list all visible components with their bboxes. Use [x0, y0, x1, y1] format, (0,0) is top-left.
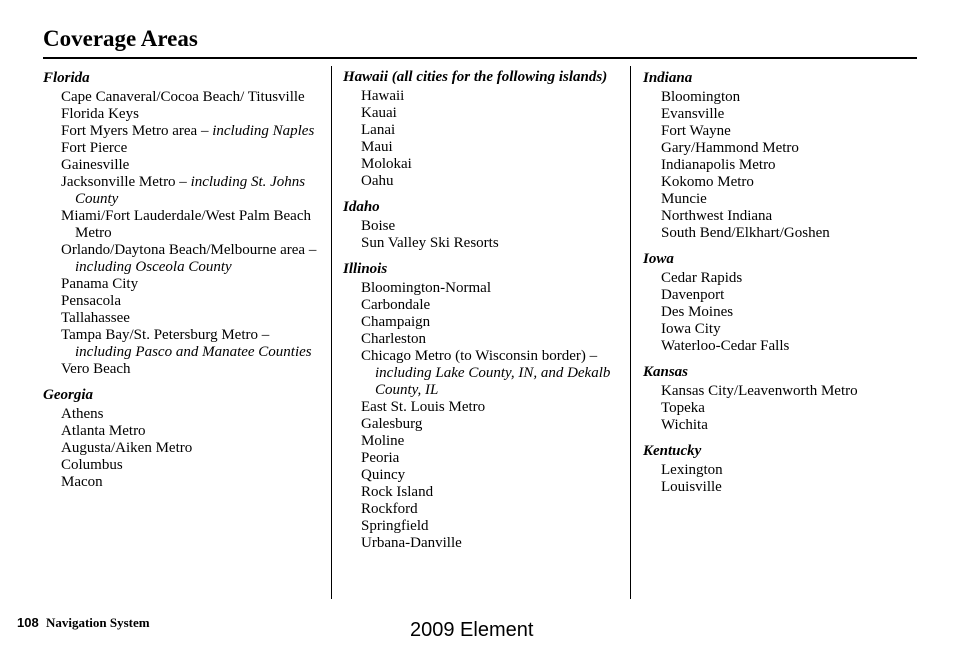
city-item	[43, 327, 323, 361]
city-item	[343, 235, 623, 252]
title-rule	[43, 57, 917, 59]
city-note: including Osceola County	[75, 259, 232, 275]
city-name: Louisville	[661, 479, 722, 495]
city-item	[43, 293, 323, 310]
watermark: 2009 Element	[410, 619, 534, 641]
city-list	[343, 218, 623, 252]
state-heading: Kansas	[643, 364, 689, 380]
city-name: Lanai	[361, 122, 396, 138]
city-item	[343, 156, 623, 173]
city-item	[643, 270, 923, 287]
city-name: Wichita	[661, 417, 708, 433]
city-name: Moline	[361, 433, 405, 449]
city-name: Miami/Fort Lauderdale/West Palm Beach Metro	[61, 208, 311, 241]
city-list	[643, 462, 923, 496]
city-list	[643, 89, 923, 242]
city-name: Davenport	[661, 287, 725, 303]
column-divider-1	[331, 66, 332, 599]
city-name: Jacksonville Metro –	[61, 174, 191, 190]
city-item	[43, 157, 323, 174]
city-name: Bloomington	[661, 89, 741, 105]
city-name: Augusta/Aiken Metro	[61, 440, 193, 456]
page-title: Coverage Areas	[43, 26, 198, 51]
city-item	[43, 406, 323, 423]
city-item	[643, 208, 923, 225]
city-name: Columbus	[61, 457, 123, 473]
city-name: Iowa City	[661, 321, 721, 337]
city-name: Chicago Metro (to Wisconsin border)	[361, 348, 590, 364]
city-name: Oahu	[361, 173, 394, 189]
city-item	[643, 123, 923, 140]
city-item	[643, 191, 923, 208]
city-item	[343, 433, 623, 450]
state-heading: Florida	[43, 70, 90, 86]
city-item	[43, 123, 323, 140]
city-name: Fort Wayne	[661, 123, 731, 139]
page-footer	[17, 615, 150, 631]
state-heading: Indiana	[643, 70, 693, 86]
city-item	[643, 174, 923, 191]
coverage-column-2	[343, 67, 623, 552]
city-name: Orlando/Daytona Beach/Melbourne area –	[61, 242, 317, 258]
city-list	[343, 88, 623, 190]
city-item	[43, 440, 323, 457]
city-list	[343, 280, 623, 552]
page-number: 108	[17, 615, 39, 630]
city-name: Rockford	[361, 501, 418, 517]
city-item	[43, 457, 323, 474]
city-item	[43, 423, 323, 440]
city-name: Florida Keys	[61, 106, 139, 122]
city-name: Indianapolis Metro	[661, 157, 776, 173]
city-item	[643, 304, 923, 321]
city-list	[43, 89, 323, 378]
coverage-column-1	[43, 67, 323, 491]
city-item	[643, 89, 923, 106]
city-item	[343, 348, 623, 399]
city-item	[43, 242, 323, 276]
state-heading: Georgia	[43, 387, 93, 403]
city-name: Athens	[61, 406, 104, 422]
city-item	[343, 122, 623, 139]
city-item	[643, 157, 923, 174]
city-item	[643, 321, 923, 338]
city-name: Atlanta Metro	[61, 423, 146, 439]
city-name: Sun Valley Ski Resorts	[361, 235, 499, 251]
city-item	[43, 89, 323, 106]
city-name: Bloomington-Normal	[361, 280, 491, 296]
city-name: Kauai	[361, 105, 397, 121]
city-name: Cedar Rapids	[661, 270, 743, 286]
city-name: Molokai	[361, 156, 412, 172]
city-item	[343, 218, 623, 235]
city-item	[43, 310, 323, 327]
city-name: Northwest Indiana	[661, 208, 773, 224]
city-name: Cape Canaveral/Cocoa Beach/ Titusville	[61, 89, 305, 105]
city-item	[43, 474, 323, 491]
city-name: Rock Island	[361, 484, 434, 500]
city-name: Kansas City/Leavenworth Metro	[661, 383, 858, 399]
city-name: Fort Pierce	[61, 140, 128, 156]
city-name: Champaign	[361, 314, 431, 330]
city-item	[643, 225, 923, 242]
city-item	[43, 106, 323, 123]
city-name: Gary/Hammond Metro	[661, 140, 799, 156]
city-item	[43, 361, 323, 378]
city-item	[343, 105, 623, 122]
city-item	[343, 280, 623, 297]
state-heading: Hawaii (all cities for the following islands)	[343, 69, 608, 85]
city-item	[643, 417, 923, 434]
city-list	[643, 270, 923, 355]
city-name: Lexington	[661, 462, 723, 478]
city-item	[343, 416, 623, 433]
city-name: Quincy	[361, 467, 406, 483]
city-item	[643, 338, 923, 355]
city-name: Des Moines	[661, 304, 734, 320]
city-item	[643, 287, 923, 304]
state-heading: Idaho	[343, 199, 380, 215]
city-list	[43, 406, 323, 491]
city-item	[343, 88, 623, 105]
city-item	[343, 331, 623, 348]
city-name: Vero Beach	[61, 361, 131, 377]
city-name: Tallahassee	[61, 310, 130, 326]
city-item	[643, 383, 923, 400]
city-name: Maui	[361, 139, 393, 155]
city-note: including St. Johns County	[75, 174, 306, 207]
city-item	[643, 462, 923, 479]
city-item	[343, 450, 623, 467]
state-heading: Illinois	[343, 261, 388, 277]
city-list	[643, 383, 923, 434]
state-heading: Iowa	[643, 251, 674, 267]
city-item	[343, 518, 623, 535]
city-name: Kokomo Metro	[661, 174, 754, 190]
section-name: Navigation System	[45, 615, 150, 630]
city-note: including Pasco and Manatee Counties	[75, 344, 312, 360]
city-item	[43, 276, 323, 293]
city-name: Tampa Bay/St. Petersburg Metro –	[61, 327, 270, 343]
city-item	[43, 174, 323, 208]
city-item	[43, 208, 323, 242]
city-name: South Bend/Elkhart/Goshen	[661, 225, 830, 241]
city-item	[643, 106, 923, 123]
city-item	[343, 173, 623, 190]
city-item	[343, 399, 623, 416]
column-divider-2	[630, 66, 631, 599]
city-name: Pensacola	[61, 293, 121, 309]
city-name: Hawaii	[361, 88, 405, 104]
city-name: Topeka	[661, 400, 705, 416]
city-name: Peoria	[361, 450, 400, 466]
city-item	[43, 140, 323, 157]
city-name: Panama City	[61, 276, 139, 292]
city-name: Waterloo-Cedar Falls	[661, 338, 790, 354]
city-name: Gainesville	[61, 157, 130, 173]
city-item	[343, 139, 623, 156]
city-note: including Naples	[212, 123, 315, 139]
city-name: Muncie	[661, 191, 707, 207]
city-name: Springfield	[361, 518, 429, 534]
city-name: Macon	[61, 474, 103, 490]
city-item	[643, 400, 923, 417]
city-name: Carbondale	[361, 297, 431, 313]
city-item	[643, 140, 923, 157]
city-item	[343, 484, 623, 501]
city-name: Boise	[361, 218, 396, 234]
coverage-column-3	[643, 67, 923, 496]
city-name: Urbana-Danville	[361, 535, 462, 551]
city-note: – including Lake County, IN, and Dekalb County, IL	[375, 348, 611, 398]
city-name: Fort Myers Metro area –	[61, 123, 213, 139]
city-item	[343, 297, 623, 314]
state-heading: Kentucky	[643, 443, 702, 459]
city-item	[643, 479, 923, 496]
city-item	[343, 501, 623, 518]
city-name: Galesburg	[361, 416, 423, 432]
city-item	[343, 535, 623, 552]
city-name: Charleston	[361, 331, 426, 347]
city-name: East St. Louis Metro	[361, 399, 486, 415]
city-item	[343, 467, 623, 484]
city-name: Evansville	[661, 106, 725, 122]
city-item	[343, 314, 623, 331]
